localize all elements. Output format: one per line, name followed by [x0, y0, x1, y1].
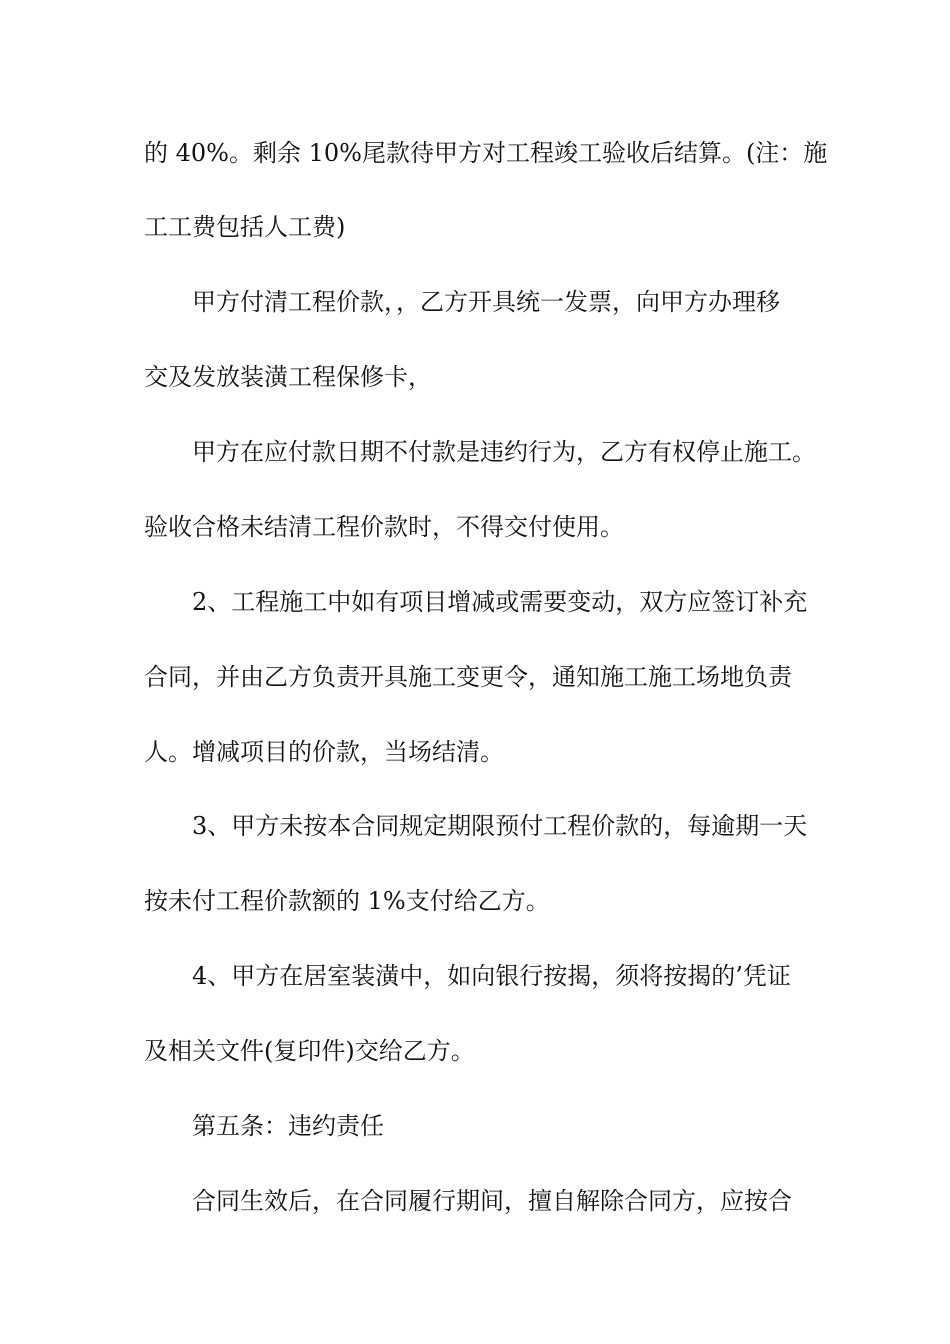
clause-3-line-1: 3、甲方未按本合同规定期限预付工程价款的，每逾期一天	[192, 812, 808, 840]
clause-4-line-1: 4、甲方在居室装潢中，如向银行按揭，须将按揭的’凭证	[192, 962, 791, 990]
paragraph-line-5: 甲方在应付款日期不付款是违约行为，乙方有权停止施工。	[192, 438, 816, 466]
clause-2-line-1: 2、工程施工中如有项目增减或需要变动，双方应签订补充	[192, 588, 808, 616]
text-line-6: 验收合格未结清工程价款时，不得交付使用。	[144, 513, 624, 541]
article-5-line-1: 合同生效后，在合同履行期间，擅自解除合同方，应按合	[192, 1187, 792, 1215]
text-line-4: 交及发放装潢工程保修卡，	[144, 363, 432, 391]
clause-4-line-2: 及相关文件(复印件)交给乙方。	[144, 1037, 475, 1065]
clause-2-line-3: 人。增减项目的价款，当场结清。	[144, 738, 504, 766]
text-line-1: 的 40%。剩余 10%尾款待甲方对工程竣工验收后结算。(注：施	[144, 139, 828, 167]
section-heading-article-5: 第五条：违约责任	[192, 1112, 384, 1140]
paragraph-line-3: 甲方付清工程价款，，乙方开具统一发票，向甲方办理移	[192, 288, 780, 316]
text-line-2: 工工费包括人工费)	[144, 213, 346, 241]
clause-2-line-2: 合同，并由乙方负责开具施工变更令，通知施工施工场地负责	[144, 663, 792, 691]
clause-3-line-2: 按未付工程价款额的 1%支付给乙方。	[144, 887, 550, 915]
